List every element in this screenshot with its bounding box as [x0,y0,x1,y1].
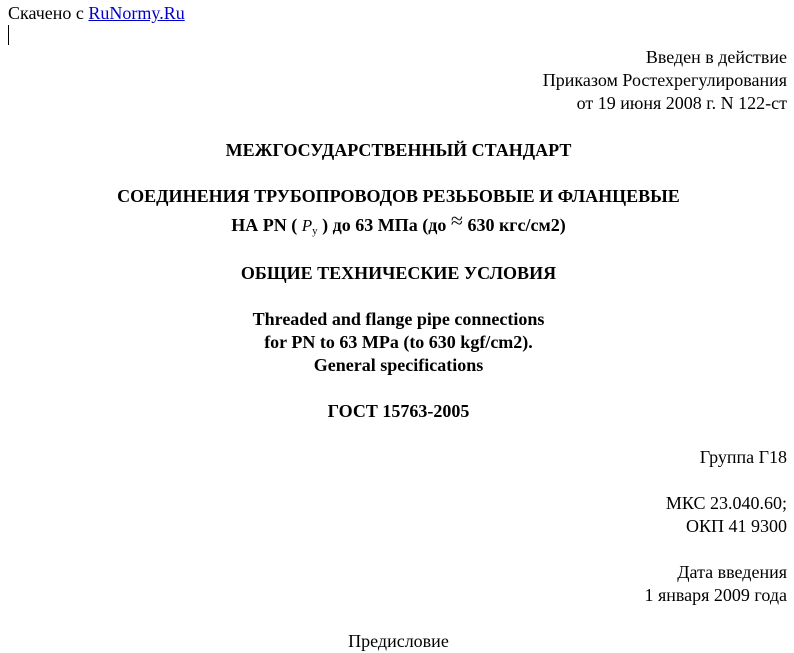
standard-name-line-1: СОЕДИНЕНИЯ ТРУБОПРОВОДОВ РЕЗЬБОВЫЕ И ФЛАНЦЕВЫЕ [117,186,680,206]
text-cursor [8,25,9,45]
site-link[interactable]: RuNormy.Ru [88,3,185,23]
standard-code: ГОСТ 15763-2005 [327,401,470,421]
enactment-line-3: от 19 июня 2008 г. N 122-ст [576,93,787,113]
english-title-line-1: Threaded and flange pipe connections [252,309,545,329]
name-line2-b: ) до 63 МПа (до [322,215,447,235]
okp-code: ОКП 41 9300 [685,516,787,536]
approx-symbol: ≈ [450,208,463,233]
source-line [8,3,185,23]
introduction-date-block [644,561,787,607]
enactment-block [543,46,787,115]
pressure-symbol: $P_у$ [301,216,318,237]
classification-block [666,492,787,538]
standard-type: МЕЖГОСУДАРСТВЕННЫЙ СТАНДАРТ [225,140,572,160]
group-label: Группа Г18 [699,447,787,467]
date-label: Дата введения [677,562,787,582]
english-title-line-3: General specifications [313,355,484,375]
name-line2-a: НА PN ( [231,215,298,235]
enactment-line-2: Приказом Ростехрегулирования [542,70,787,90]
name-line2-c: 630 кгс/см2) [467,215,566,235]
date-value: 1 января 2009 года [644,585,787,605]
downloaded-prefix: Скачено с [8,3,84,23]
preface-heading: Предисловие [348,631,449,651]
standard-name-line-2 [0,208,794,243]
enactment-line-1: Введен в действие [645,47,787,67]
english-title-line-2: for PN to 63 MPa (to 630 kgf/cm2). [264,332,533,352]
mks-code: МКС 23.040.60; [665,493,787,513]
subtitle: ОБЩИЕ ТЕХНИЧЕСКИЕ УСЛОВИЯ [240,263,557,283]
